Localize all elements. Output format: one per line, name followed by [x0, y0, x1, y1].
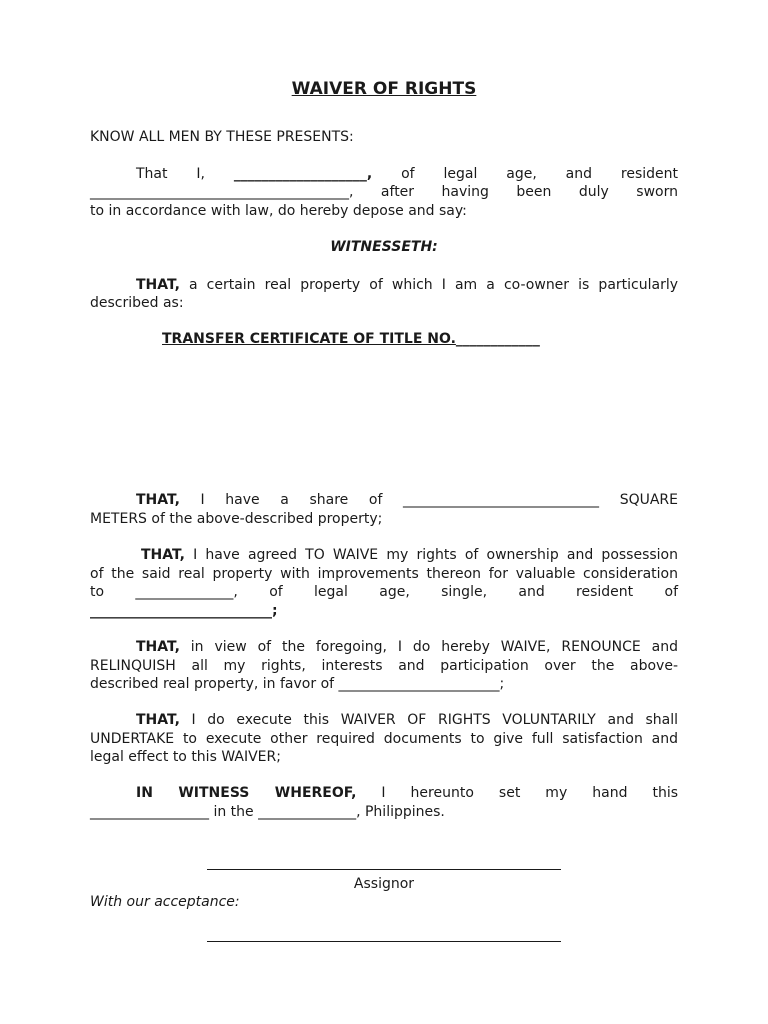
share-line-1	[90, 491, 678, 509]
share-line-2: METERS of the above-described property;	[90, 511, 383, 527]
property-line-2: described as:	[90, 295, 184, 311]
share-text: I have a share of ____________________________ SQUARE	[200, 492, 678, 508]
acceptance-label: With our acceptance:	[90, 894, 240, 910]
waive-line-1	[90, 638, 678, 656]
assignor-signature-line	[207, 869, 561, 870]
agree-line-2: of the said real property with improvements thereon for valuable consideration	[90, 566, 678, 582]
waive-line-2: RELINQUISH all my rights, interests and participation over the above-	[90, 658, 678, 674]
intro-line-2: _____________________________________, after having been duly sworn	[90, 184, 678, 200]
intro-legal-age: of legal age, and resident	[401, 166, 679, 182]
witnesseth-heading: WITNESSETH:	[330, 239, 438, 255]
property-lead: THAT,	[136, 277, 180, 293]
intro-line-1	[90, 165, 678, 183]
execute-line-1	[90, 711, 678, 729]
execute-line-3: legal effect to this WAIVER;	[90, 749, 281, 765]
tct-label: TRANSFER CERTIFICATE OF TITLE NO.	[162, 331, 456, 347]
execute-text: I do execute this WAIVER OF RIGHTS VOLUNTARILY and shall	[191, 712, 678, 728]
witness-line-1	[90, 784, 678, 802]
waive-line-3: described real property, in favor of _______________________;	[90, 676, 505, 692]
agree-text: I have agreed TO WAIVE my rights of ownership and possession	[193, 547, 678, 563]
property-text: a certain real property of which I am a co-owner is particularly	[188, 277, 678, 293]
intro-line-3: to in accordance with law, do hereby depose and say:	[90, 203, 467, 219]
document-title: WAIVER OF RIGHTS	[291, 79, 477, 99]
property-line-1	[90, 276, 678, 294]
agree-line-4: __________________________;	[90, 603, 278, 619]
waive-text: in view of the foregoing, I do hereby WAIVE, RENOUNCE and	[190, 639, 678, 655]
tct-line	[162, 330, 622, 348]
intro-name-blank: ___________________,	[233, 166, 373, 182]
acceptance-signature-line	[207, 941, 561, 942]
salutation: KNOW ALL MEN BY THESE PRESENTS:	[90, 129, 354, 145]
waive-lead: THAT,	[136, 639, 180, 655]
agree-lead: THAT,	[141, 547, 185, 563]
assignor-label: Assignor	[353, 876, 415, 892]
agree-line-1	[90, 546, 678, 564]
execute-line-2: UNDERTAKE to execute other required documents to give full satisfaction and	[90, 731, 678, 747]
agree-line-3: to ______________, of legal age, single, and resident of	[90, 584, 678, 600]
execute-lead: THAT,	[136, 712, 180, 728]
share-lead: THAT,	[136, 492, 180, 508]
witness-line-2: _________________ in the ______________, Philippines.	[90, 804, 445, 820]
tct-number-blank: ____________	[455, 331, 540, 347]
witness-lead: IN WITNESS WHEREOF,	[136, 785, 357, 801]
intro-that-i: That I,	[136, 166, 205, 182]
witness-text: I hereunto set my hand this	[381, 785, 679, 801]
